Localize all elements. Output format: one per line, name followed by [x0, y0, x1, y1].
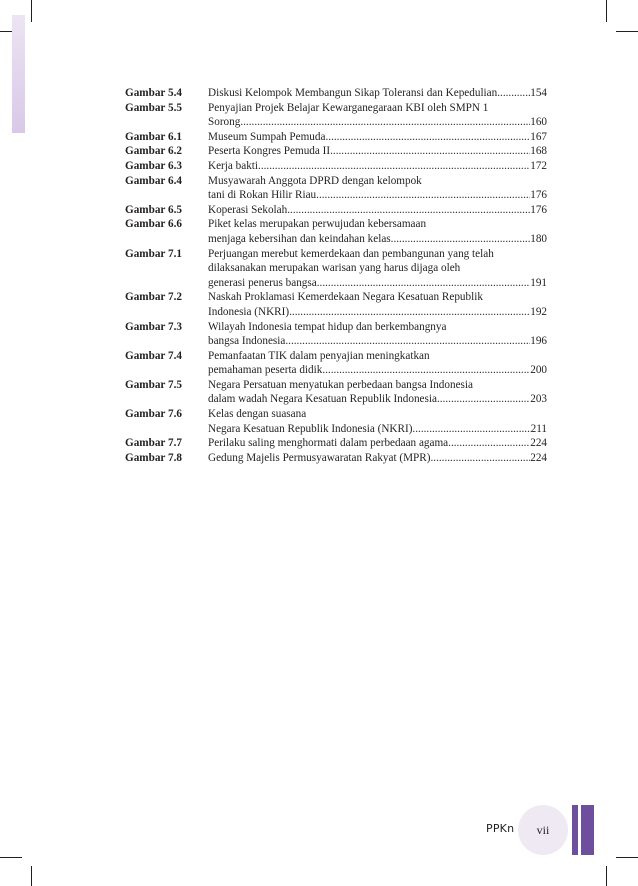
caption-last-line: [208, 203, 547, 218]
dot-leader: [316, 188, 530, 203]
caption-text: tani di Rokan Hilir Riau: [208, 189, 317, 202]
page-ref: 176: [530, 203, 547, 216]
toc-entry: [125, 247, 547, 291]
figure-label: Gambar 7.4: [125, 349, 182, 362]
caption-last-line: [208, 422, 547, 437]
toc-entry: [125, 378, 547, 407]
caption-last-line: [208, 159, 547, 174]
figure-caption: [208, 349, 547, 378]
dot-leader: [497, 86, 530, 101]
crop-mark-bottom-left-v: [31, 866, 32, 886]
figure-label: Gambar 5.5: [125, 101, 182, 114]
figure-caption: [208, 407, 547, 436]
figure-label: Gambar 5.4: [125, 87, 182, 99]
dot-leader: [258, 159, 530, 174]
caption-text: Perilaku saling menghormati dalam perbedaan agama: [208, 437, 449, 450]
figure-caption: [208, 320, 547, 349]
dot-leader: [287, 203, 530, 218]
caption-last-line: [208, 232, 547, 247]
page-number: vii: [536, 822, 550, 837]
caption-last-line: [208, 451, 547, 466]
toc-entry: [125, 101, 547, 130]
page-ref: 154: [530, 87, 547, 99]
toc-entry: [125, 320, 547, 349]
crop-mark-bottom-right-h: [616, 857, 638, 858]
dot-leader: [448, 436, 530, 451]
dot-leader: [289, 305, 530, 320]
page-ref: 191: [530, 276, 547, 289]
figure-caption: [208, 247, 547, 291]
caption-last-line: [208, 144, 547, 159]
page-ref: 167: [530, 130, 547, 143]
figure-caption: [208, 101, 547, 130]
figure-label: Gambar 6.6: [125, 218, 182, 231]
dot-leader: [322, 363, 530, 378]
crop-mark-top-left-v: [31, 0, 32, 22]
crop-mark-top-right-h: [616, 31, 638, 32]
caption-line: Pemanfaatan TIK dalam penyajian meningkatkan: [208, 349, 430, 362]
figure-label: Gambar 6.4: [125, 174, 182, 187]
caption-text: Kerja bakti: [208, 159, 259, 172]
dot-leader: [330, 144, 530, 159]
caption-last-line: [208, 305, 547, 320]
caption-last-line: [208, 115, 547, 130]
page-ref: 224: [530, 437, 547, 450]
caption-last-line: [208, 188, 547, 203]
dot-leader: [437, 392, 530, 407]
footer-bar-2: [581, 805, 594, 855]
toc-entry: [125, 159, 547, 174]
caption-text: Koperasi Sekolah: [208, 203, 288, 216]
page-ref: 168: [530, 145, 547, 158]
page-ref: 180: [530, 232, 547, 245]
subject-label: PPKn: [486, 822, 515, 835]
binding-strip: [12, 15, 25, 133]
toc-entry: [125, 130, 547, 145]
caption-line: Perjuangan merebut kemerdekaan dan pembangunan yang telah: [208, 247, 494, 260]
figure-label: Gambar 7.2: [125, 291, 182, 304]
toc-entry: [125, 349, 547, 378]
figure-caption: [208, 203, 547, 218]
figure-label: Gambar 7.6: [125, 408, 182, 421]
dot-leader: [430, 451, 530, 466]
toc-entry: [125, 290, 547, 319]
caption-text: Museum Sumpah Pemuda: [208, 130, 326, 143]
figure-label: Gambar 7.5: [125, 378, 182, 391]
caption-text: menjaga kebersihan dan keindahan kelas: [208, 232, 391, 245]
crop-mark-bottom-right-v: [606, 866, 607, 886]
page-ref: 172: [530, 159, 547, 172]
page-ref: 160: [530, 116, 547, 129]
caption-last-line: [208, 363, 547, 378]
caption-text: Negara Kesatuan Republik Indonesia (NKRI): [208, 422, 413, 435]
caption-text: pemahaman peserta didik: [208, 364, 323, 377]
caption-line: Penyajian Projek Belajar Kewarganegaraan KBI oleh SMPN 1: [208, 101, 489, 114]
figure-caption: [208, 378, 547, 407]
caption-text: Gedung Majelis Permusyawaratan Rakyat (MPR): [208, 451, 431, 464]
dot-leader: [285, 334, 530, 349]
caption-text: Sorong: [208, 116, 241, 129]
dot-leader: [391, 232, 531, 247]
toc-entry: [125, 86, 547, 101]
page-ref: 176: [530, 189, 547, 202]
dot-leader: [325, 130, 530, 145]
dot-leader: [412, 422, 530, 437]
caption-line: Kelas dengan suasana: [208, 408, 307, 421]
caption-last-line: [208, 392, 547, 407]
dot-leader: [317, 276, 530, 291]
caption-line: Negara Persatuan menyatukan perbedaan bangsa Indonesia: [208, 378, 473, 391]
page-ref: 211: [530, 422, 547, 435]
figure-caption: [208, 290, 547, 319]
toc-entry: [125, 174, 547, 203]
page-ref: 200: [530, 364, 547, 377]
caption-text: bangsa Indonesia: [208, 335, 286, 348]
footer-bar-1: [572, 805, 578, 855]
figure-label: Gambar 6.2: [125, 145, 182, 158]
caption-line: Musyawarah Anggota DPRD dengan kelompok: [208, 174, 422, 187]
caption-last-line: [208, 334, 547, 349]
figure-caption: [208, 86, 547, 101]
caption-text: Diskusi Kelompok Membangun Sikap Toleransi dan Kepedulian: [208, 87, 498, 99]
caption-last-line: [208, 436, 547, 451]
caption-last-line: [208, 86, 547, 101]
toc-entry: [125, 451, 547, 466]
crop-mark-bottom-left-h: [0, 857, 22, 858]
toc-entry: [125, 144, 547, 159]
caption-line: Naskah Proklamasi Kemerdekaan Negara Kesatuan Republik: [208, 291, 483, 304]
page-ref: 192: [530, 305, 547, 318]
figure-label: Gambar 7.1: [125, 247, 182, 260]
toc-entry: [125, 217, 547, 246]
figure-caption: [208, 144, 547, 159]
page-ref: 224: [530, 451, 547, 464]
caption-line: Piket kelas merupakan perwujudan kebersamaan: [208, 218, 427, 231]
figure-caption: [208, 451, 547, 466]
caption-line: Wilayah Indonesia tempat hidup dan berkembangnya: [208, 320, 447, 333]
figure-caption: [208, 217, 547, 246]
figure-caption: [208, 130, 547, 145]
caption-last-line: [208, 130, 547, 145]
figure-label: Gambar 7.7: [125, 437, 182, 450]
toc-entry: [125, 203, 547, 218]
page-ref: 196: [530, 335, 547, 348]
figure-caption: [208, 436, 547, 451]
figure-label: Gambar 6.3: [125, 159, 182, 172]
caption-text: dalam wadah Negara Kesatuan Republik Indonesia: [208, 393, 437, 406]
figure-label: Gambar 6.1: [125, 130, 182, 143]
figure-label: Gambar 7.3: [125, 320, 182, 333]
caption-line: dilaksanakan merupakan warisan yang harus dijaga oleh: [208, 262, 461, 275]
caption-text: Peserta Kongres Pemuda II: [208, 145, 331, 158]
dot-leader: [240, 115, 530, 130]
crop-mark-top-right-v: [606, 0, 607, 22]
figure-caption: [208, 159, 547, 174]
caption-text: Indonesia (NKRI): [208, 305, 290, 318]
figure-label: Gambar 6.5: [125, 203, 182, 216]
figure-caption: [208, 174, 547, 203]
caption-text: generasi penerus bangsa: [208, 276, 317, 289]
toc-entry: [125, 436, 547, 451]
figure-label: Gambar 7.8: [125, 451, 182, 464]
page-ref: 203: [530, 393, 547, 406]
toc-entry: [125, 407, 547, 436]
page-number-badge: [518, 805, 568, 855]
caption-last-line: [208, 276, 547, 291]
figure-list: [125, 86, 547, 465]
